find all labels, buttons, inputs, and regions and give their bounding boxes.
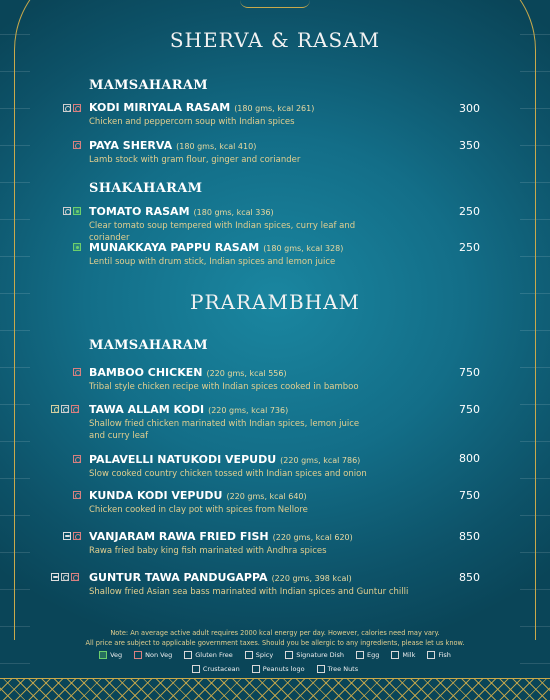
item-meta: (220 gms, kcal 736) — [208, 406, 289, 415]
legend-label: Spicy — [255, 651, 274, 659]
menu-item — [89, 139, 489, 166]
item-description: Rawa fried baby king fish marinated with Andhra spices — [89, 546, 327, 556]
menu-item — [89, 366, 489, 393]
item-price: 800 — [459, 452, 480, 465]
legend-spicy — [245, 651, 273, 659]
dietary-legend — [0, 651, 550, 659]
egg-icon — [51, 405, 59, 413]
item-meta: (220 gms, kcal 556) — [206, 369, 287, 378]
veg-icon — [73, 243, 81, 251]
gluten-free-icon — [61, 573, 69, 581]
veg-icon — [99, 651, 107, 659]
menu-item — [89, 205, 489, 244]
gluten-free-icon — [63, 207, 71, 215]
group-title-shakaharam: SHAKAHARAM — [89, 181, 203, 196]
gluten-free-icon — [184, 651, 192, 659]
item-description: Chicken and peppercorn soup with Indian spices — [89, 117, 295, 127]
item-icons — [63, 104, 81, 112]
menu-item — [89, 101, 489, 128]
item-name: MUNAKKAYA PAPPU RASAM — [89, 241, 260, 254]
item-price: 850 — [459, 571, 480, 584]
item-name: TOMATO RASAM — [89, 205, 190, 218]
fish-icon — [427, 651, 435, 659]
gluten-free-icon — [63, 104, 71, 112]
non-veg-icon — [73, 455, 81, 463]
menu-item — [89, 403, 489, 442]
calorie-note: Note: An average active adult requires 2000 kcal energy per day. However, calories need may vary. — [110, 629, 440, 637]
item-meta: (180 gms, kcal 328) — [263, 244, 344, 253]
item-name: GUNTUR TAWA PANDUGAPPA — [89, 571, 268, 584]
item-price: 250 — [459, 205, 480, 218]
item-name: BAMBOO CHICKEN — [89, 366, 203, 379]
item-price: 350 — [459, 139, 480, 152]
non-veg-icon — [73, 491, 81, 499]
menu-item — [89, 571, 489, 598]
item-name: KUNDA KODI VEPUDU — [89, 489, 223, 502]
item-name: TAWA ALLAM KODI — [89, 403, 205, 416]
legend-label: Fish — [438, 651, 451, 659]
item-name: KODI MIRIYALA RASAM — [89, 101, 231, 114]
item-price: 750 — [459, 366, 480, 379]
legend-label: Non Veg — [145, 651, 173, 659]
group-title-mamsaharam: MAMSAHARAM — [89, 338, 208, 353]
item-icons — [73, 243, 81, 251]
signature-icon — [285, 651, 293, 659]
item-icons — [63, 207, 81, 215]
legend-label: Tree Nuts — [327, 665, 359, 673]
item-meta: (220 gms, kcal 620) — [272, 533, 353, 542]
legend-veg — [99, 651, 122, 659]
item-description: Clear tomato soup tempered with Indian spices, curry leaf and coriander — [89, 221, 356, 243]
item-name: VANJARAM RAWA FRIED FISH — [89, 530, 269, 543]
chilli-icon — [245, 651, 253, 659]
item-icons — [73, 141, 81, 149]
peanut-icon — [252, 665, 260, 673]
legend-label: Egg — [366, 651, 380, 659]
tax-allergy-note: All price are subject to applicable government taxes. Should you be allergic to any ingredients, please let us know. — [85, 639, 465, 647]
milk-icon — [391, 651, 399, 659]
legend-crustacean — [192, 665, 240, 673]
item-meta: (220 gms, kcal 786) — [280, 456, 361, 465]
item-icons — [73, 368, 81, 376]
item-icons — [63, 532, 81, 540]
legend-label: Gluten Free — [195, 651, 233, 659]
legend-peanuts — [252, 665, 305, 673]
item-icons — [51, 405, 79, 413]
item-icons — [73, 491, 81, 499]
legend-label: Crustacean — [202, 665, 240, 673]
item-meta: (180 gms, kcal 410) — [176, 142, 257, 151]
group-title-mamsaharam: MAMSAHARAM — [89, 78, 208, 93]
item-description: Slow cooked country chicken tossed with Indian spices and onion — [89, 469, 367, 479]
non-veg-icon — [134, 651, 142, 659]
section-title-sherva-rasam: SHERVA & RASAM — [169, 28, 381, 52]
item-price: 300 — [459, 102, 480, 115]
item-meta: (220 gms, 398 kcal) — [271, 574, 352, 583]
non-veg-icon — [73, 532, 81, 540]
legend-gluten-free — [184, 651, 233, 659]
item-description: Lamb stock with gram flour, ginger and coriander — [89, 155, 301, 165]
non-veg-icon — [71, 405, 79, 413]
legend-fish — [427, 651, 451, 659]
section-title-prarambham: PRARAMBHAM — [190, 290, 360, 314]
fish-icon — [51, 573, 59, 581]
fish-icon — [63, 532, 71, 540]
item-price: 850 — [459, 530, 480, 543]
item-price: 250 — [459, 241, 480, 254]
top-ornament — [240, 0, 310, 8]
veg-icon — [73, 207, 81, 215]
gluten-free-icon — [61, 405, 69, 413]
menu-item — [89, 241, 489, 268]
tree-nut-icon — [317, 665, 325, 673]
legend-label: Veg — [110, 651, 123, 659]
non-veg-icon — [71, 573, 79, 581]
item-price: 750 — [459, 489, 480, 502]
item-meta: (220 gms, kcal 640) — [226, 492, 307, 501]
item-meta: (180 gms, kcal 336) — [193, 208, 274, 217]
legend-non-veg — [134, 651, 172, 659]
item-description: Lentil soup with drum stick, Indian spices and lemon juice — [89, 257, 336, 267]
legend-label: Peanuts logo — [262, 665, 305, 673]
crustacean-icon — [192, 665, 200, 673]
bottom-lattice-border — [0, 678, 550, 700]
menu-item — [89, 453, 489, 480]
legend-egg — [356, 651, 379, 659]
item-price: 750 — [459, 403, 480, 416]
dietary-legend-row-2 — [0, 665, 550, 673]
non-veg-icon — [73, 368, 81, 376]
menu-item — [89, 530, 489, 557]
legend-label: Milk — [402, 651, 416, 659]
item-icons — [51, 573, 79, 581]
item-description: Chicken cooked in clay pot with spices from Nellore — [89, 505, 308, 515]
egg-icon — [356, 651, 364, 659]
item-description: Shallow fried Asian sea bass marinated with Indian spices and Guntur chilli — [89, 587, 409, 597]
menu-item — [89, 489, 489, 516]
item-name: PAYA SHERVA — [89, 139, 173, 152]
legend-signature — [285, 651, 344, 659]
item-description: Tribal style chicken recipe with Indian spices cooked in bamboo — [89, 382, 359, 392]
legend-label: Signature Dish — [296, 651, 344, 659]
non-veg-icon — [73, 141, 81, 149]
legend-milk — [391, 651, 415, 659]
item-name: PALAVELLI NATUKODI VEPUDU — [89, 453, 277, 466]
non-veg-icon — [73, 104, 81, 112]
item-icons — [73, 455, 81, 463]
item-description: Shallow fried chicken marinated with Indian spices, lemon juice and curry leaf — [89, 419, 360, 441]
item-meta: (180 gms, kcal 261) — [234, 104, 315, 113]
legend-tree-nuts — [317, 665, 359, 673]
